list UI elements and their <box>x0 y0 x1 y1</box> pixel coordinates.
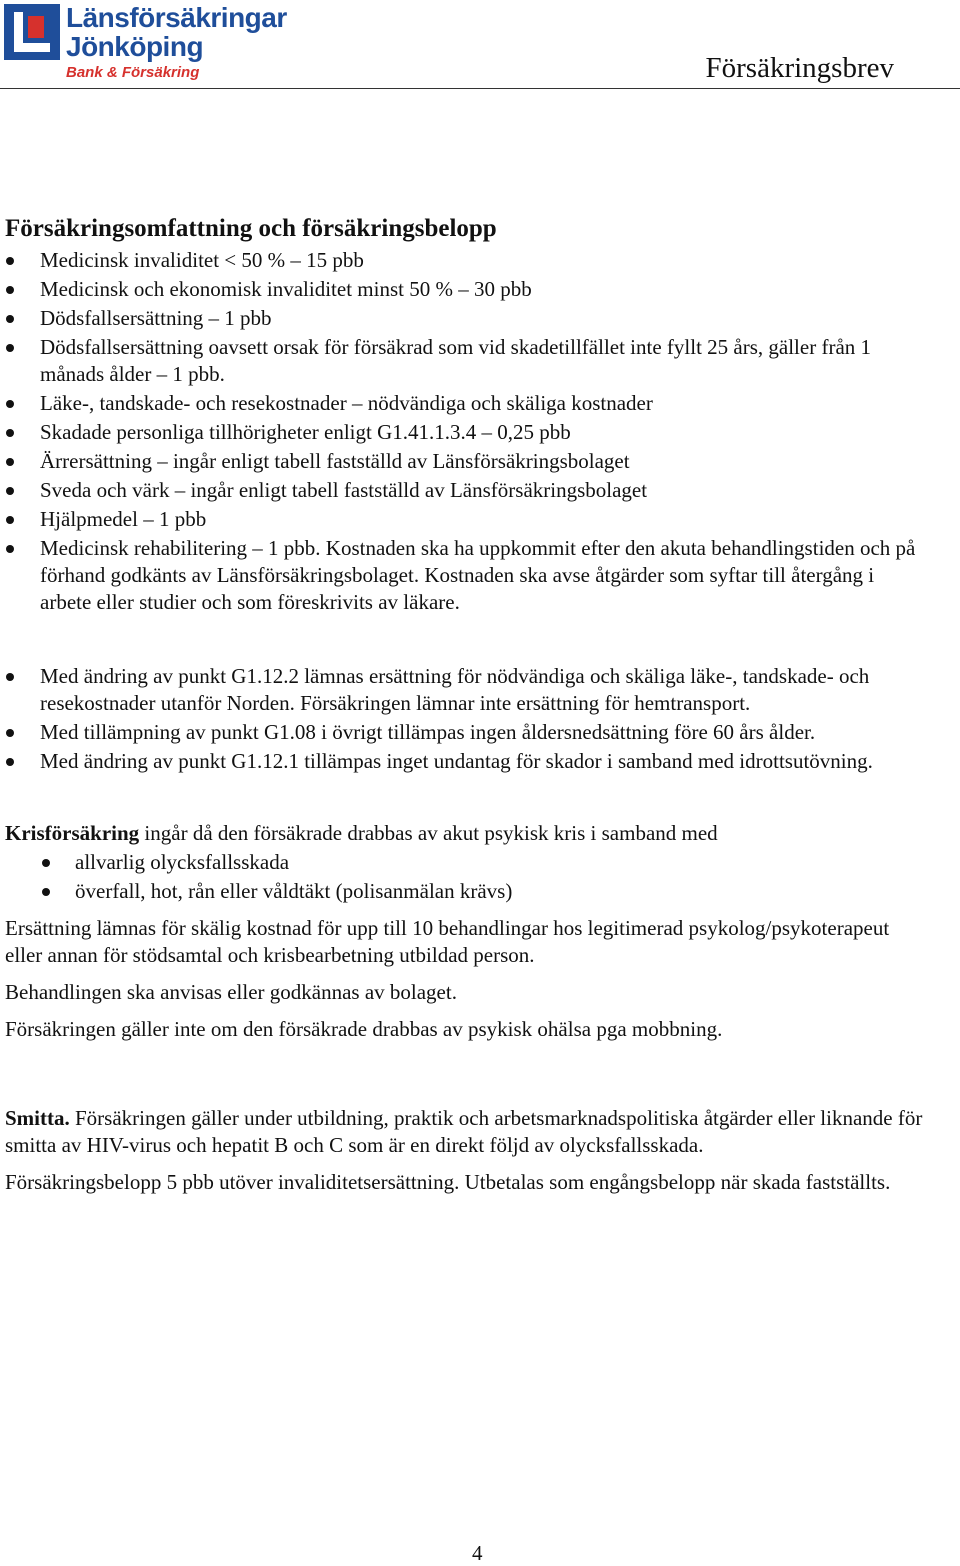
logo-text-line2: Jönköping <box>66 31 204 62</box>
company-logo <box>4 4 294 84</box>
crisis-insurance-text: ingår då den försäkrade drabbas av akut psykisk kris i samband med <box>139 821 718 845</box>
infection-amount-paragraph: Försäkringsbelopp 5 pbb utöver invaliditetsersättning. Utbetalas som engångsbelopp när skada fastställts. <box>5 1170 891 1194</box>
crisis-compensation-paragraph: Ersättning lämnas för skälig kostnad för upp till 10 behandlingar hos legitimerad psykolog/psykoterapeut eller annan för stödsamtal och krisbearbetning utbildad person. <box>5 916 890 967</box>
crisis-insurance-label: Krisförsäkring <box>5 821 140 845</box>
coverage-list <box>5 247 930 616</box>
list-item: Medicinsk rehabilitering – 1 pbb. Kostnaden ska ha uppkommit efter den akuta behandlingstiden och på förhand godkänts av Länsförsäkringsbolaget. Kostnaden ska avse åtgärder som syftar till återgång i arbete eller studier och som föreskrivits av läkare. <box>5 535 930 616</box>
header-divider <box>0 88 960 89</box>
list-item: Medicinsk invaliditet < 50 % – 15 pbb <box>5 247 930 274</box>
list-item: allvarlig olycksfallsskada <box>5 849 930 876</box>
infection-label: Smitta. <box>5 1106 70 1130</box>
list-item: Hjälpmedel – 1 pbb <box>5 506 930 533</box>
list-item: Med ändring av punkt G1.12.2 lämnas ersättning för nödvändiga och skäliga läke-, tandskade- och resekostnader utanför Norden. Försäkringen lämnar inte ersättning för hemtransport. <box>5 663 930 717</box>
infection-text: Försäkringen gäller under utbildning, praktik och arbetsmarknadspolitiska åtgärder eller liknande för smitta av HIV-virus och hepatit B och C som är en direkt följd av olycksfallsskada. <box>5 1106 923 1157</box>
spacer <box>5 777 930 820</box>
section-heading: Försäkringsomfattning och försäkringsbelopp <box>5 215 497 242</box>
list-item: Sveda och värk – ingår enligt tabell fastställd av Länsförsäkringsbolaget <box>5 477 930 504</box>
list-item: Dödsfallsersättning oavsett orsak för försäkrad som vid skadetillfället inte fyllt 25 års, gäller från 1 månads ålder – 1 pbb. <box>5 334 930 388</box>
logo-text-line1: Länsförsäkringar <box>66 2 287 33</box>
document-title: Försäkringsbrev <box>705 52 894 84</box>
list-item: överfall, hot, rån eller våldtäkt (polisanmälan krävs) <box>5 878 930 905</box>
list-item: Med ändring av punkt G1.12.1 tillämpas inget undantag för skador i samband med idrottsutövning. <box>5 748 930 775</box>
crisis-list <box>5 849 930 905</box>
crisis-exclusion-paragraph: Försäkringen gäller inte om den försäkrade drabbas av psykisk ohälsa pga mobbning. <box>5 1017 723 1041</box>
page-header <box>0 0 960 92</box>
list-item: Läke-, tandskade- och resekostnader – nödvändiga och skäliga kostnader <box>5 390 930 417</box>
list-item: Dödsfallsersättning – 1 pbb <box>5 305 930 332</box>
logo-mark-icon <box>4 4 60 60</box>
list-item: Ärrersättning – ingår enligt tabell fastställd av Länsförsäkringsbolaget <box>5 448 930 475</box>
page-number: 4 <box>472 1541 483 1565</box>
crisis-approval-paragraph: Behandlingen ska anvisas eller godkännas av bolaget. <box>5 980 457 1004</box>
list-item: Medicinsk och ekonomisk invaliditet minst 50 % – 30 pbb <box>5 276 930 303</box>
amendments-list <box>5 663 930 775</box>
infection-paragraph <box>5 1105 930 1159</box>
spacer <box>5 1043 930 1105</box>
list-item: Skadade personliga tillhörigheter enligt G1.41.1.3.4 – 0,25 pbb <box>5 419 930 446</box>
logo-tagline: Bank & Försäkring <box>66 64 200 81</box>
crisis-insurance-intro <box>5 820 930 847</box>
document-body <box>5 213 930 1196</box>
spacer <box>5 618 930 661</box>
list-item: Med tillämpning av punkt G1.08 i övrigt tillämpas ingen åldersnedsättning före 60 års ålder. <box>5 719 930 746</box>
